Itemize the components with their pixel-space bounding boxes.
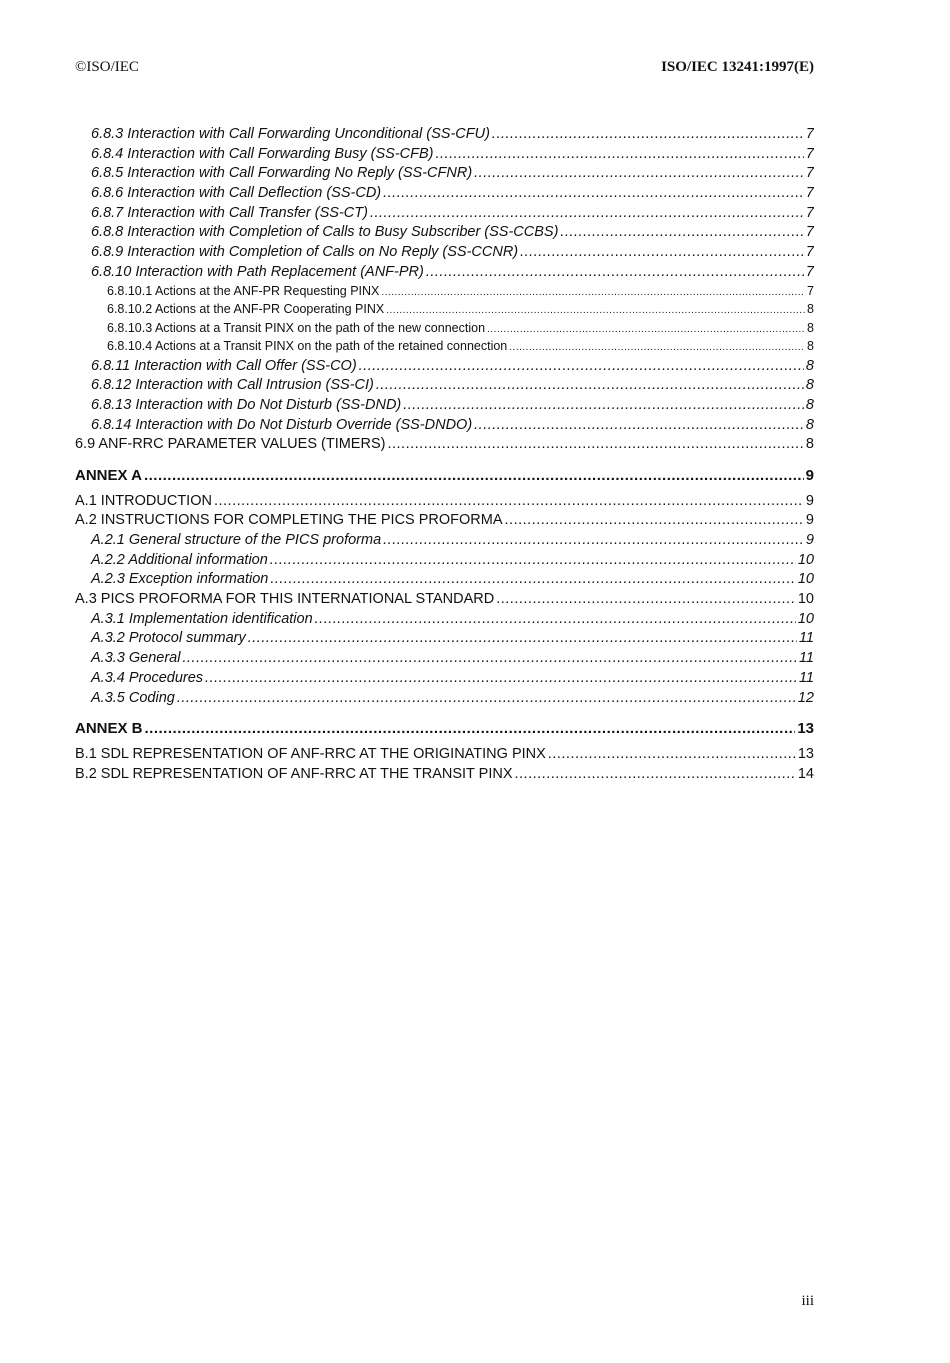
toc-leader-dots: [248, 630, 797, 646]
toc-entry[interactable]: [75, 205, 814, 225]
toc-leader-dots: [560, 224, 804, 240]
toc-entry[interactable]: [75, 264, 814, 284]
toc-entry[interactable]: [75, 493, 814, 513]
toc-leader-dots: [270, 552, 796, 568]
toc-leader-dots: [509, 342, 805, 353]
toc-entry-page: 10: [797, 591, 814, 608]
toc-entry-title: A.3.2 Protocol summary: [91, 630, 246, 647]
toc-entry-title: 6.8.8 Interaction with Completion of Calls to Busy Subscriber (SS-CCBS): [91, 224, 559, 241]
toc-entry-page: 13: [797, 720, 814, 738]
toc-entry-page: 8: [807, 302, 814, 316]
toc-entry-title: A.2.3 Exception information: [91, 571, 269, 588]
toc-entry[interactable]: [75, 377, 814, 397]
page-number: iii: [801, 1293, 814, 1309]
toc-entry-page: 8: [805, 416, 814, 433]
toc-entry-page: 11: [798, 650, 814, 667]
toc-entry-page: 7: [805, 165, 814, 182]
toc-entry[interactable]: [75, 552, 814, 572]
toc-leader-dots: [383, 185, 804, 201]
toc-entry-title: 6.8.10.1 Actions at the ANF-PR Requesting PINX: [107, 283, 380, 298]
toc-entry-title: 6.8.10.4 Actions at a Transit PINX on the path of the retained connection: [107, 339, 508, 353]
toc-entry-page: 7: [805, 263, 814, 280]
toc-entry-title: 6.8.4 Interaction with Call Forwarding Busy (SS-CFB): [91, 145, 434, 162]
toc-entry[interactable]: [75, 630, 814, 650]
toc-leader-dots: [381, 287, 805, 298]
toc-entry-page: 12: [797, 689, 814, 706]
toc-entry[interactable]: [75, 467, 814, 487]
toc-entry-page: 14: [797, 765, 814, 782]
toc-entry-title: 6.8.14 Interaction with Do Not Disturb Override (SS-DNDO): [91, 416, 473, 433]
toc-entry[interactable]: [75, 436, 814, 456]
toc-leader-dots: [182, 650, 796, 666]
toc-leader-dots: [214, 493, 804, 509]
toc-leader-dots: [474, 417, 804, 433]
toc-leader-dots: [177, 690, 796, 706]
toc-entry[interactable]: [75, 165, 814, 185]
toc-entry-page: 10: [797, 551, 814, 568]
toc-entry[interactable]: [75, 339, 814, 358]
toc-entry-title: 6.8.13 Interaction with Do Not Disturb (SS-DND): [91, 396, 402, 413]
toc-entry-page: 9: [805, 492, 814, 509]
toc-entry[interactable]: [75, 417, 814, 437]
toc-entry-page: 8: [807, 339, 814, 353]
toc-entry[interactable]: [75, 358, 814, 378]
toc-entry-page: 7: [805, 185, 814, 202]
header-right: ISO/IEC 13241:1997(E): [661, 59, 814, 75]
toc-entry-page: 8: [807, 320, 814, 335]
toc-entry-page: 8: [805, 396, 814, 413]
toc-entry-page: 7: [805, 224, 814, 241]
toc-leader-dots: [270, 571, 796, 587]
toc-entry[interactable]: [75, 512, 814, 532]
toc-entry-title: A.2.1 General structure of the PICS proforma: [91, 532, 382, 548]
toc-entry-title: B.1 SDL REPRESENTATION OF ANF-RRC AT THE ORIGINATING PINX: [75, 745, 546, 762]
toc-leader-dots: [496, 591, 796, 607]
toc-entry[interactable]: [75, 284, 814, 303]
toc-entry-title: A.3.5 Coding: [91, 689, 175, 706]
toc-entry-title: A.3.3 General: [91, 650, 181, 667]
toc-leader-dots: [383, 532, 804, 548]
toc-entry[interactable]: [75, 670, 814, 690]
toc-leader-dots: [426, 264, 804, 280]
toc-entry-page: 10: [797, 610, 814, 627]
toc-leader-dots: [487, 324, 805, 335]
toc-entry[interactable]: [75, 720, 814, 740]
toc-entry-title: ANNEX B: [75, 720, 143, 738]
toc-entry[interactable]: [75, 571, 814, 591]
toc-entry[interactable]: [75, 650, 814, 670]
toc-entry[interactable]: [75, 611, 814, 631]
toc-leader-dots: [359, 358, 804, 374]
toc-entry[interactable]: [75, 302, 814, 321]
toc-leader-dots: [315, 611, 796, 627]
toc-leader-dots: [386, 305, 805, 316]
toc-entry-page: 10: [797, 571, 814, 588]
toc-entry-page: 7: [805, 244, 814, 261]
toc-leader-dots: [387, 436, 803, 452]
toc-entry[interactable]: [75, 591, 814, 611]
toc-entry-title: 6.8.6 Interaction with Call Deflection (SS-CD): [91, 185, 382, 202]
table-of-contents: [75, 126, 814, 785]
toc-leader-dots: [145, 720, 796, 737]
toc-entry-title: 6.8.10.2 Actions at the ANF-PR Cooperating PINX: [107, 302, 385, 316]
toc-entry-title: A.3 PICS PROFORMA FOR THIS INTERNATIONAL STANDARD: [75, 591, 495, 608]
toc-leader-dots: [144, 467, 804, 484]
toc-entry-title: 6.8.7 Interaction with Call Transfer (SS-CT): [91, 204, 368, 221]
toc-leader-dots: [205, 670, 797, 686]
toc-entry[interactable]: [75, 146, 814, 166]
toc-entry-page: 9: [805, 466, 814, 484]
toc-leader-dots: [376, 377, 804, 393]
toc-leader-dots: [515, 766, 796, 782]
toc-entry-title: A.2.2 Additional information: [91, 551, 268, 568]
toc-entry-page: 8: [805, 377, 814, 394]
toc-entry-title: ANNEX A: [75, 466, 142, 484]
toc-entry-title: A.2 INSTRUCTIONS FOR COMPLETING THE PICS PROFORMA: [75, 512, 503, 529]
toc-leader-dots: [436, 146, 804, 162]
header-left: ©ISO/IEC: [75, 59, 139, 75]
toc-entry[interactable]: [75, 690, 814, 710]
toc-entry-title: 6.8.3 Interaction with Call Forwarding Unconditional (SS-CFU): [91, 126, 490, 142]
toc-entry-page: 8: [805, 436, 814, 453]
toc-entry-title: 6.8.9 Interaction with Completion of Calls on No Reply (SS-CCNR): [91, 244, 519, 261]
toc-entry-page: 11: [798, 669, 814, 686]
toc-entry-title: B.2 SDL REPRESENTATION OF ANF-RRC AT THE TRANSIT PINX: [75, 765, 513, 782]
toc-entry-title: 6.9 ANF-RRC PARAMETER VALUES (TIMERS): [75, 436, 386, 453]
toc-entry[interactable]: [75, 532, 814, 552]
toc-entry-page: 9: [805, 512, 814, 529]
toc-entry-title: A.3.4 Procedures: [91, 669, 204, 686]
toc-leader-dots: [370, 205, 804, 221]
toc-entry[interactable]: [75, 126, 814, 146]
toc-entry-page: 8: [805, 357, 814, 374]
toc-entry-page: 9: [805, 532, 814, 548]
toc-entry-page: 7: [805, 204, 814, 221]
toc-entry-title: 6.8.10.3 Actions at a Transit PINX on the path of the new connection: [107, 320, 486, 335]
toc-entry-title: 6.8.11 Interaction with Call Offer (SS-CO): [91, 357, 357, 374]
toc-entry-page: 7: [805, 126, 814, 142]
toc-entry-page: 13: [797, 745, 814, 762]
toc-entry-title: 6.8.12 Interaction with Call Intrusion (SS-CI): [91, 377, 374, 394]
toc-entry-page: 7: [805, 145, 814, 162]
toc-entry[interactable]: [75, 244, 814, 264]
toc-entry-page: 7: [807, 283, 814, 298]
toc-entry[interactable]: [75, 224, 814, 244]
toc-leader-dots: [520, 244, 804, 260]
toc-leader-dots: [548, 746, 796, 762]
toc-entry-title: A.3.1 Implementation identification: [91, 610, 313, 627]
toc-entry-title: 6.8.10 Interaction with Path Replacement (ANF-PR): [91, 263, 424, 280]
toc-entry[interactable]: [75, 185, 814, 205]
toc-entry-title: 6.8.5 Interaction with Call Forwarding No Reply (SS-CFNR): [91, 165, 473, 182]
toc-leader-dots: [505, 512, 804, 528]
toc-leader-dots: [492, 126, 804, 142]
toc-entry[interactable]: [75, 766, 814, 786]
toc-entry[interactable]: [75, 746, 814, 766]
toc-entry[interactable]: [75, 397, 814, 417]
toc-entry-page: 11: [798, 630, 814, 647]
toc-leader-dots: [403, 397, 804, 413]
toc-entry-title: A.1 INTRODUCTION: [75, 492, 212, 509]
toc-leader-dots: [474, 165, 804, 181]
toc-entry[interactable]: [75, 321, 814, 340]
